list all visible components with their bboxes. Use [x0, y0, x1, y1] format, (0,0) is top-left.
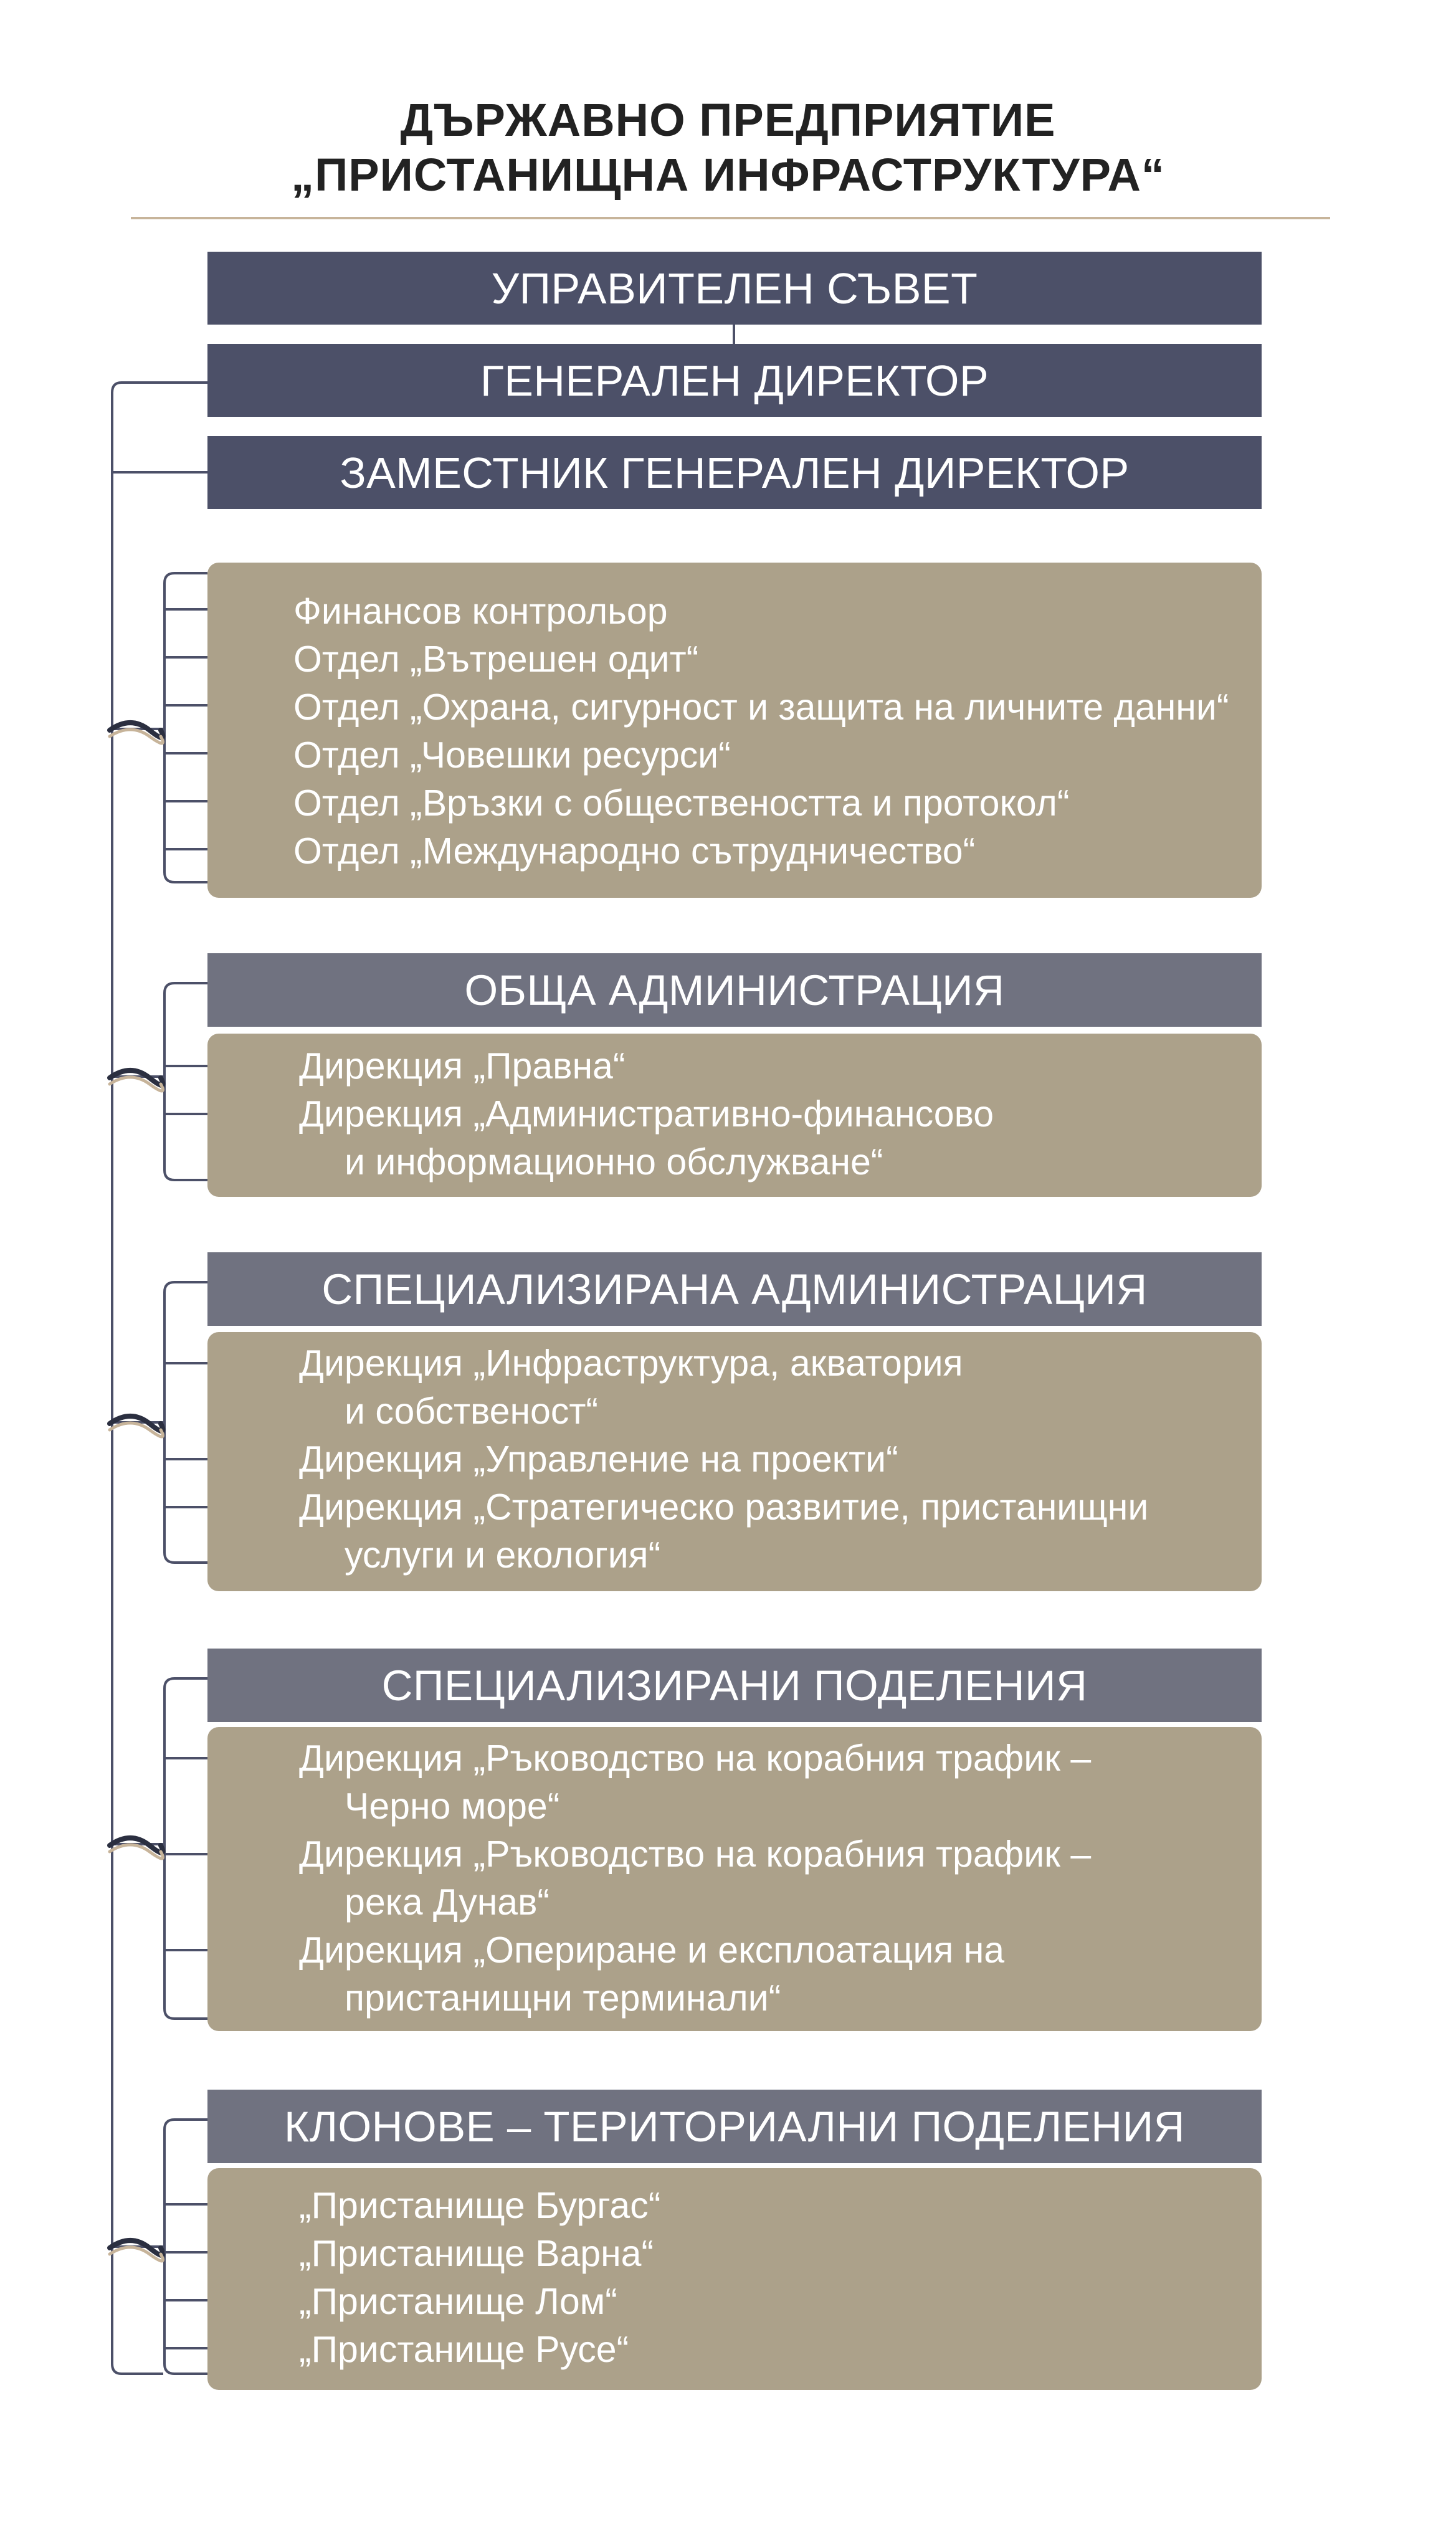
- list-item: Дирекция „Ръководство на корабния трафик –: [299, 1738, 1092, 1779]
- list-item: Дирекция „Административно-финансово: [299, 1093, 994, 1135]
- specialized-units-box: [207, 1727, 1262, 2031]
- list-item: Дирекция „Управление на проекти“: [299, 1439, 898, 1480]
- list-item: Отдел „Международно сътрудничество“: [293, 831, 976, 872]
- list-item: Дирекция „Инфраструктура, акватория: [299, 1343, 963, 1384]
- specialized-admin-header: СПЕЦИАЛИЗИРАНА АДМИНИСТРАЦИЯ: [207, 1252, 1262, 1326]
- list-item: Дирекция „Опериране и експлоатация на: [299, 1930, 1005, 1971]
- list-item-continuation: и информационно обслужване“: [345, 1141, 883, 1183]
- list-item: Отдел „Човешки ресурси“: [293, 735, 731, 776]
- list-item: Отдел „Охрана, сигурност и защита на личните данни“: [293, 687, 1229, 728]
- list-item: „Пристанище Лом“: [299, 2281, 617, 2322]
- list-item-continuation: пристанищни терминали“: [345, 1978, 781, 2019]
- list-item-continuation: река Дунав“: [345, 1882, 550, 1923]
- specialized-admin-box: [207, 1332, 1262, 1591]
- list-item: „Пристанище Русе“: [299, 2329, 629, 2370]
- list-item: Дирекция „Правна“: [299, 1045, 626, 1087]
- management-board-box: УПРАВИТЕЛЕН СЪВЕТ: [207, 252, 1262, 325]
- list-item: Отдел „Връзки с обществеността и протокол“: [293, 783, 1070, 824]
- general-admin-header: ОБЩА АДМИНИСТРАЦИЯ: [207, 953, 1262, 1027]
- list-item: „Пристанище Варна“: [299, 2233, 654, 2274]
- units-box: [207, 563, 1262, 898]
- list-item: Дирекция „Ръководство на корабния трафик –: [299, 1834, 1092, 1875]
- list-item: „Пристанище Бургас“: [299, 2185, 661, 2226]
- title-line-2: „ПРИСТАНИЩНА ИНФРАСТРУКТУРА“: [291, 149, 1165, 201]
- specialized-units-header: СПЕЦИАЛИЗИРАНИ ПОДЕЛЕНИЯ: [207, 1649, 1262, 1722]
- title-divider: [131, 217, 1330, 219]
- branches-header: КЛОНОВЕ – ТЕРИТОРИАЛНИ ПОДЕЛЕНИЯ: [207, 2090, 1262, 2163]
- list-item-continuation: услуги и екология“: [345, 1535, 661, 1576]
- list-item: Отдел „Вътрешен одит“: [293, 639, 699, 680]
- general-director-box: ГЕНЕРАЛЕН ДИРЕКТОР: [207, 344, 1262, 417]
- title-line-1: ДЪРЖАВНО ПРЕДПРИЯТИЕ: [400, 94, 1056, 146]
- list-item-continuation: Черно море“: [345, 1786, 560, 1827]
- general-admin-box: [207, 1034, 1262, 1197]
- branches-box: [207, 2168, 1262, 2390]
- deputy-director-box: ЗАМЕСТНИК ГЕНЕРАЛЕН ДИРЕКТОР: [207, 436, 1262, 509]
- list-item: Дирекция „Стратегическо развитие, пристанищни: [299, 1487, 1149, 1528]
- list-item-continuation: и собственост“: [345, 1391, 599, 1432]
- list-item: Финансов контрольор: [293, 591, 668, 632]
